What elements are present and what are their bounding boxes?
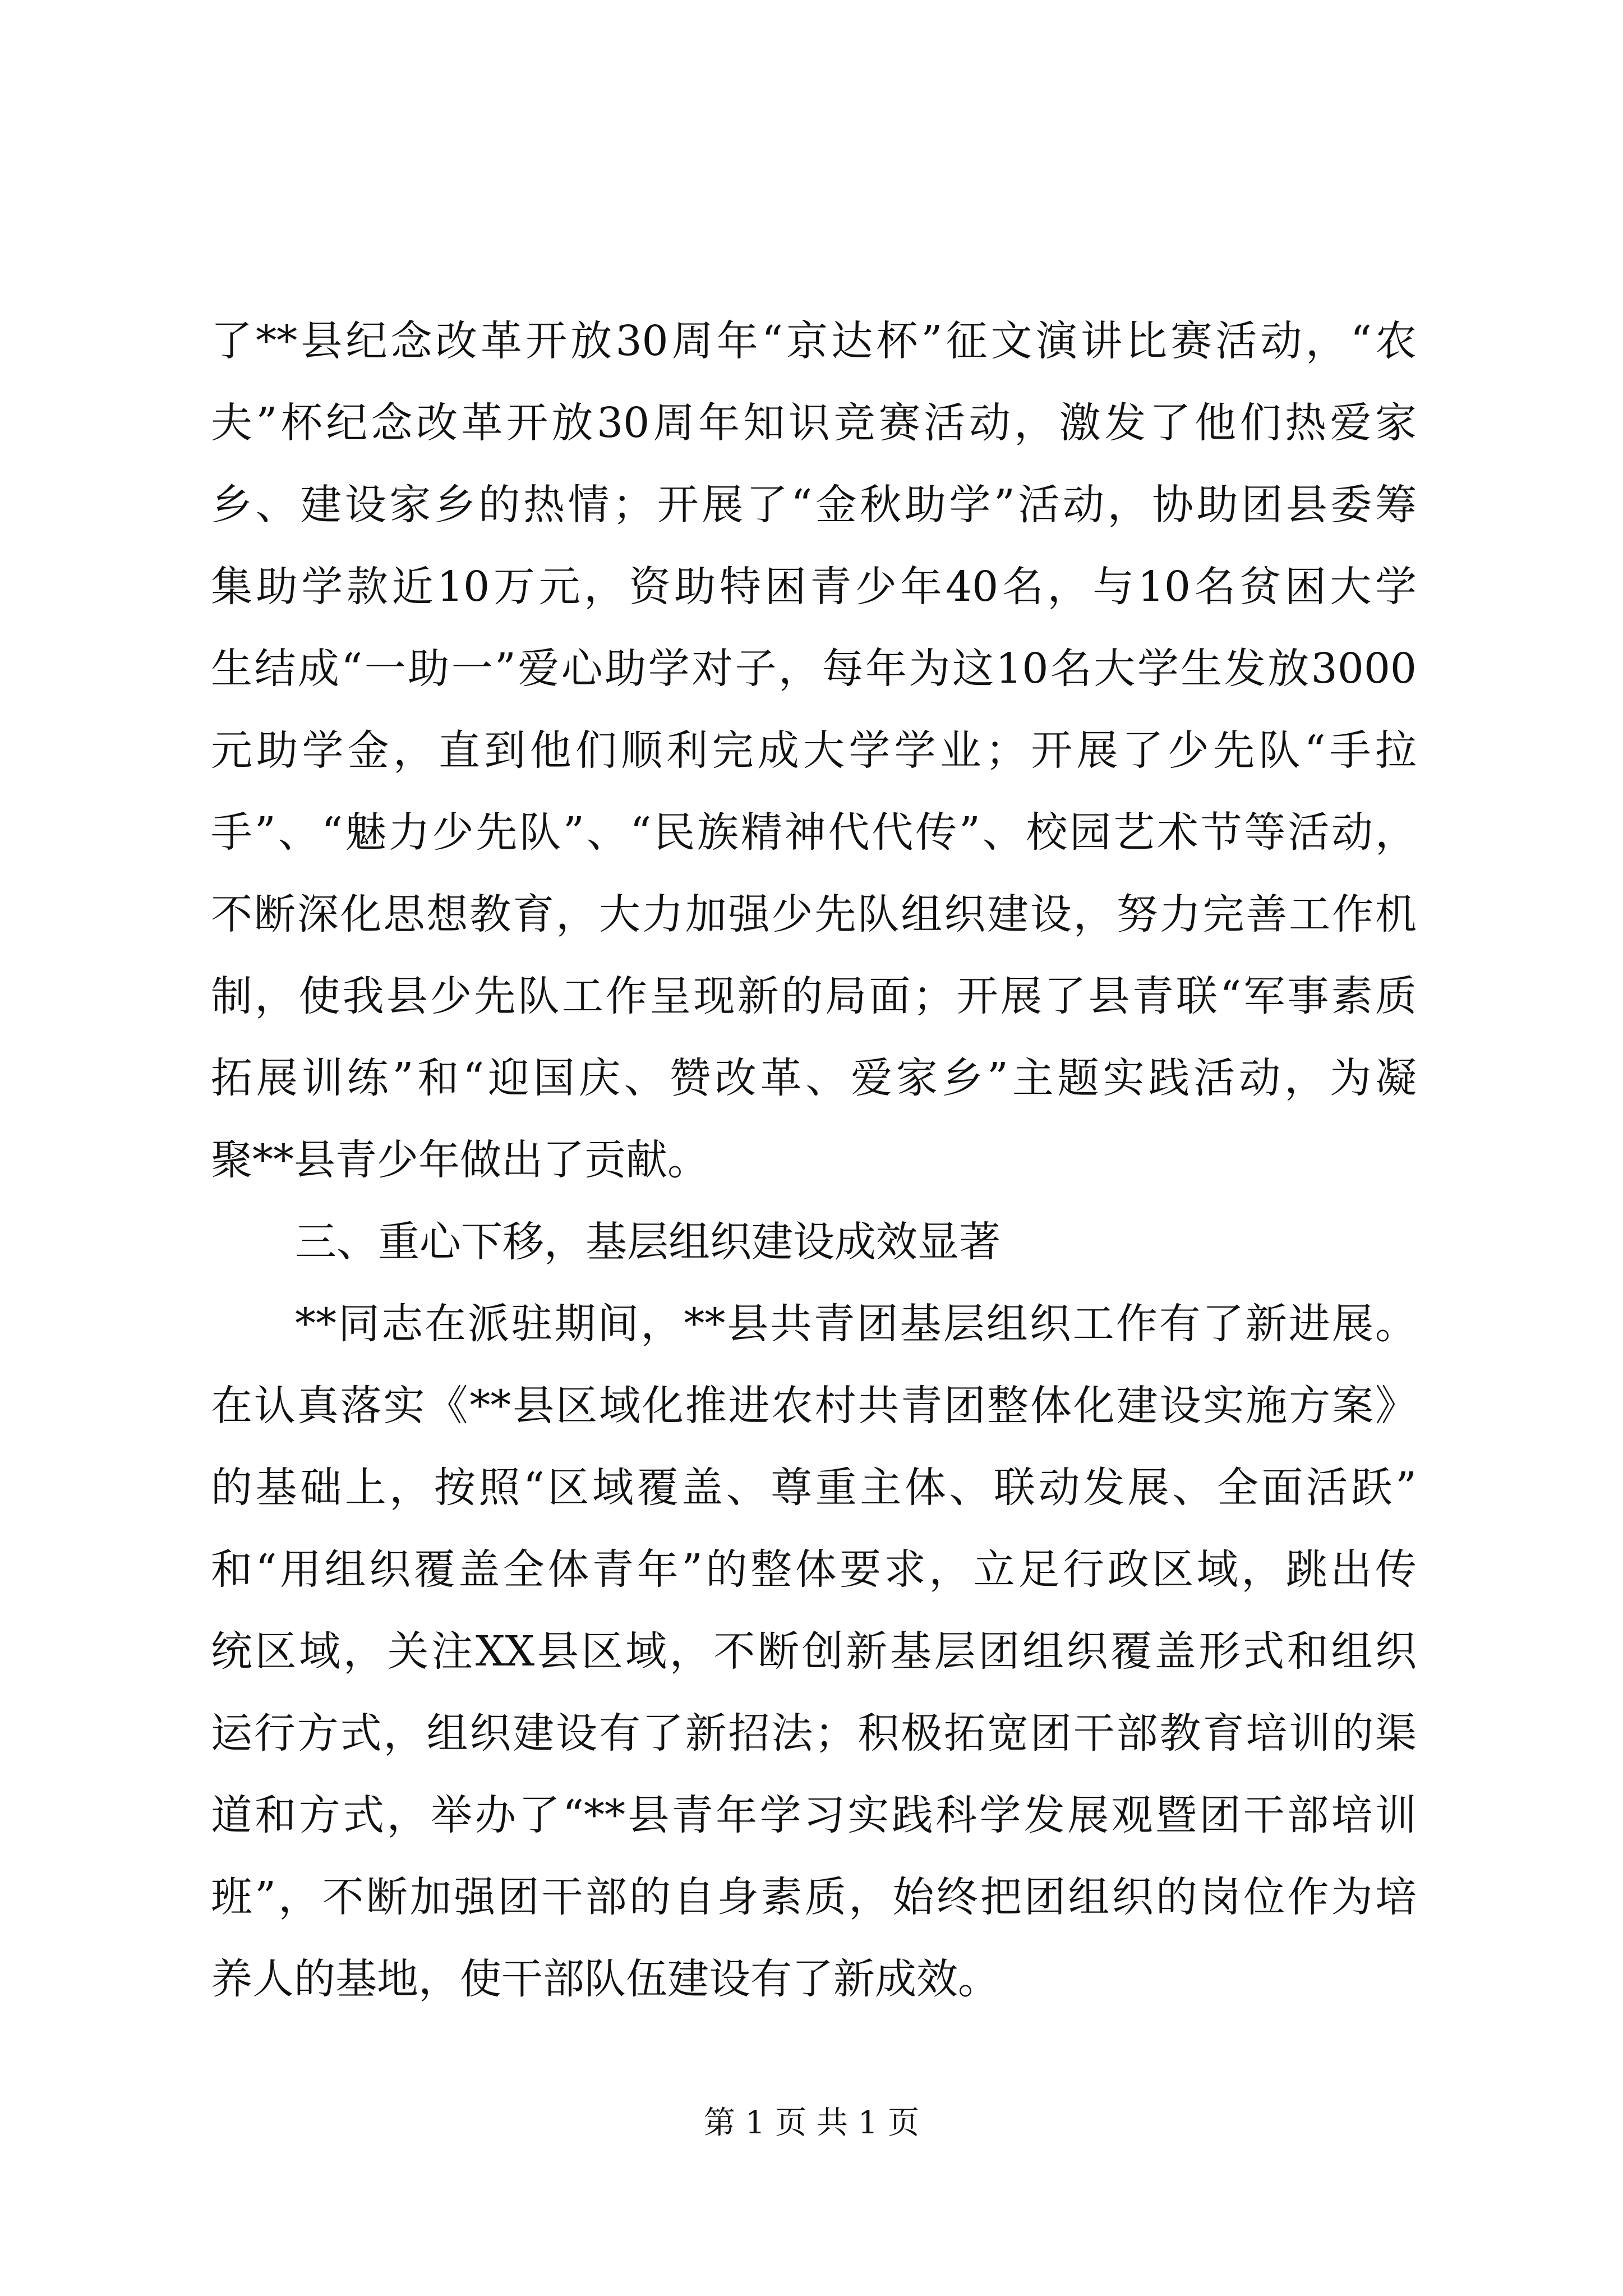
paragraph-line: 元助学金，直到他们顺利完成大学学业；开展了少先队“手拉 — [211, 726, 1417, 775]
paragraph-line: **同志在派驻期间，**县共青团基层组织工作有了新进展。 — [295, 1300, 1417, 1348]
document-body — [211, 300, 1417, 2020]
paragraph-line: 养人的基地，使干部队伍建设有了新成效。 — [211, 1955, 999, 2003]
paragraph-line: 乡、建设家乡的热情；开展了“金秋助学”活动，协助团县委筹 — [211, 481, 1417, 529]
paragraph-line: 道和方式，举办了“**县青年学习实践科学发展观暨团干部培训 — [211, 1791, 1417, 1839]
paragraph-line: 运行方式，组织建设有了新招法；积极拓宽团干部教育培训的渠 — [211, 1709, 1417, 1757]
paragraph-line: 在认真落实《**县区域化推进农村共青团整体化建设实施方案》 — [211, 1382, 1417, 1430]
paragraph-line: 手”、“魅力少先队”、“民族精神代代传”、校园艺术节等活动， — [211, 808, 1417, 857]
page-footer: 第 1 页 共 1 页 — [703, 2105, 920, 2141]
paragraph-line: 统区域，关注XX县区域，不断创新基层团组织覆盖形式和组织 — [211, 1627, 1417, 1676]
paragraph-line: 集助学款近10万元，资助特困青少年40名，与10名贫困大学 — [211, 563, 1417, 611]
paragraph-line: 和“用组织覆盖全体青年”的整体要求，立足行政区域，跳出传 — [211, 1545, 1417, 1594]
paragraph-line: 班”，不断加强团干部的自身素质，始终把团组织的岗位作为培 — [211, 1873, 1417, 1921]
paragraph-line: 聚**县青少年做出了贡献。 — [211, 1136, 709, 1184]
paragraph-line: 不断深化思想教育，大力加强少先队组织建设，努力完善工作机 — [211, 890, 1417, 938]
paragraph-line: 拓展训练”和“迎国庆、赞改革、爱家乡”主题实践活动，为凝 — [211, 1054, 1417, 1102]
paragraph-line: 夫”杯纪念改革开放30周年知识竞赛活动，激发了他们热爱家 — [211, 399, 1417, 447]
paragraph-line: 的基础上，按照“区域覆盖、尊重主体、联动发展、全面活跃” — [211, 1464, 1417, 1512]
paragraph-line: 生结成“一助一”爱心助学对子，每年为这10名大学生发放3000 — [211, 645, 1417, 693]
paragraph-line: 了**县纪念改革开放30周年“京达杯”征文演讲比赛活动，“农 — [211, 317, 1417, 365]
section-heading: 三、重心下移，基层组织建设成效显著 — [295, 1218, 1000, 1266]
paragraph-line: 制，使我县少先队工作呈现新的局面；开展了县青联“军事素质 — [211, 972, 1417, 1020]
